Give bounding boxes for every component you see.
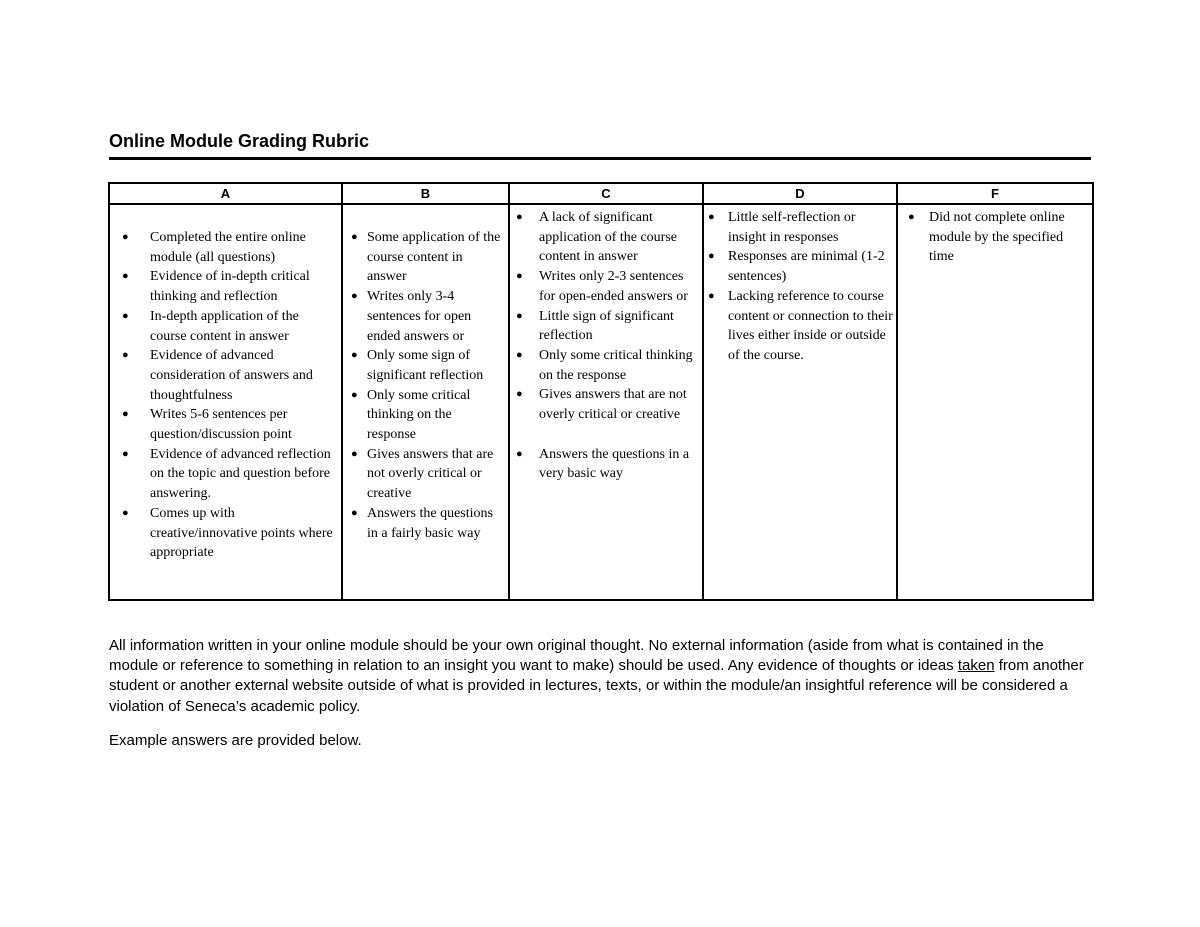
bullet-icon: ● <box>516 447 523 460</box>
title-divider <box>109 157 1091 160</box>
bullet-icon: ● <box>122 506 129 519</box>
criteria-item: ● Answers the questions in a fairly basic way <box>351 505 493 541</box>
bullet-icon: ● <box>122 231 129 243</box>
bullet-icon: ● <box>122 349 129 362</box>
criteria-item: ● Writes only 3-4 sentences for open ended answers or <box>351 289 472 344</box>
bullet-icon: ● <box>516 309 523 322</box>
grade-b-criteria-cell <box>342 204 509 600</box>
bullet-icon: ● <box>122 447 129 460</box>
page-title: Online Module Grading Rubric <box>109 131 370 151</box>
example-answers-note: Example answers are provided below. <box>109 732 362 749</box>
bullet-icon: ● <box>122 408 129 421</box>
grade-a-criteria-list <box>110 205 341 563</box>
grade-d-criteria-list <box>704 205 896 366</box>
grade-header-row <box>109 183 1093 204</box>
grade-header-f: F <box>897 183 1093 204</box>
grade-a-criteria-cell <box>109 204 342 600</box>
criteria-item: ● Answers the questions in a very basic way <box>516 446 690 482</box>
academic-integrity-note: All information written in your online module should be your own original thought. No external information (aside from what is contained in the module or reference to something in relation to an insight you want to make) should be used. Any evidence of thoughts or ideas taken from another student or another external website outside of what is provided in lectures, texts, or within the module/an insightful reference will be considered a violation of Seneca’s academic policy. <box>109 637 1084 715</box>
grading-rubric-table <box>108 182 1094 601</box>
criteria-item: ● In-depth application of the course content in answer <box>122 308 299 344</box>
bullet-icon: ● <box>908 211 915 223</box>
grade-c-criteria-list <box>510 205 702 484</box>
grade-f-criteria-list <box>898 205 1092 267</box>
criteria-item: ● Little self-reflection or insight in responses <box>708 210 856 245</box>
criteria-item: ● A lack of significant application of the course content in answer <box>516 210 678 265</box>
underlined-word: taken <box>957 657 995 675</box>
criteria-item: ● Evidence of advanced consideration of answers and thoughtfulness <box>122 348 313 403</box>
bullet-icon: ● <box>516 348 523 361</box>
bullet-icon: ● <box>708 289 715 302</box>
grade-header-d: D <box>703 183 897 204</box>
bullet-icon: ● <box>351 388 358 401</box>
bullet-icon: ● <box>516 270 523 283</box>
criteria-item: ● Writes only 2-3 sentences for open-ended answers or <box>516 269 688 304</box>
criteria-item: ● Only some critical thinking on the response <box>351 387 471 443</box>
grade-header-c: C <box>509 183 703 204</box>
bullet-icon: ● <box>351 231 358 243</box>
grade-header-b: B <box>342 183 509 204</box>
grade-b-criteria-list <box>343 205 508 543</box>
bullet-icon: ● <box>351 506 358 519</box>
bullet-icon: ● <box>516 388 523 401</box>
grade-f-criteria-cell <box>897 204 1093 600</box>
criteria-item: ● Writes 5-6 sentences per question/discussion point <box>122 407 292 443</box>
bullet-icon: ● <box>351 447 358 460</box>
criteria-item: ● Gives answers that are not overly critical or creative <box>516 387 687 423</box>
bullet-icon: ● <box>516 211 523 223</box>
criteria-item: ● Responses are minimal (1-2 sentences) <box>708 249 885 285</box>
criteria-item: ● Evidence of advanced reflection on the topic and question before answering. <box>122 446 331 502</box>
bullet-icon: ● <box>351 290 358 303</box>
bullet-icon: ● <box>351 349 358 362</box>
bullet-icon: ● <box>122 309 129 322</box>
criteria-item: ● Little sign of significant reflection <box>516 308 674 344</box>
grade-d-criteria-cell <box>703 204 897 600</box>
criteria-item: ● Evidence of in-depth critical thinking and reflection <box>122 269 310 305</box>
bullet-icon: ● <box>708 211 715 223</box>
criteria-item: ● Did not complete online module by the specified time <box>908 210 1065 265</box>
criteria-item: ● Lacking reference to course content or connection to their lives either inside or outside of the course. <box>708 288 893 363</box>
bullet-icon: ● <box>122 270 129 283</box>
criteria-item: ● Comes up with creative/innovative points where appropriate <box>122 505 333 561</box>
criteria-item: ● Only some sign of significant reflection <box>351 348 484 383</box>
criteria-item: ● Gives answers that are not overly critical or creative <box>351 446 494 502</box>
criteria-row <box>109 204 1093 600</box>
criteria-item: ● Some application of the course content in answer <box>351 230 501 285</box>
criteria-item: ● Only some critical thinking on the response <box>516 347 693 383</box>
criteria-item: ● Completed the entire online module (all questions) <box>122 230 306 265</box>
bullet-icon: ● <box>708 250 715 263</box>
grade-c-criteria-cell <box>509 204 703 600</box>
grade-header-a: A <box>109 183 342 204</box>
